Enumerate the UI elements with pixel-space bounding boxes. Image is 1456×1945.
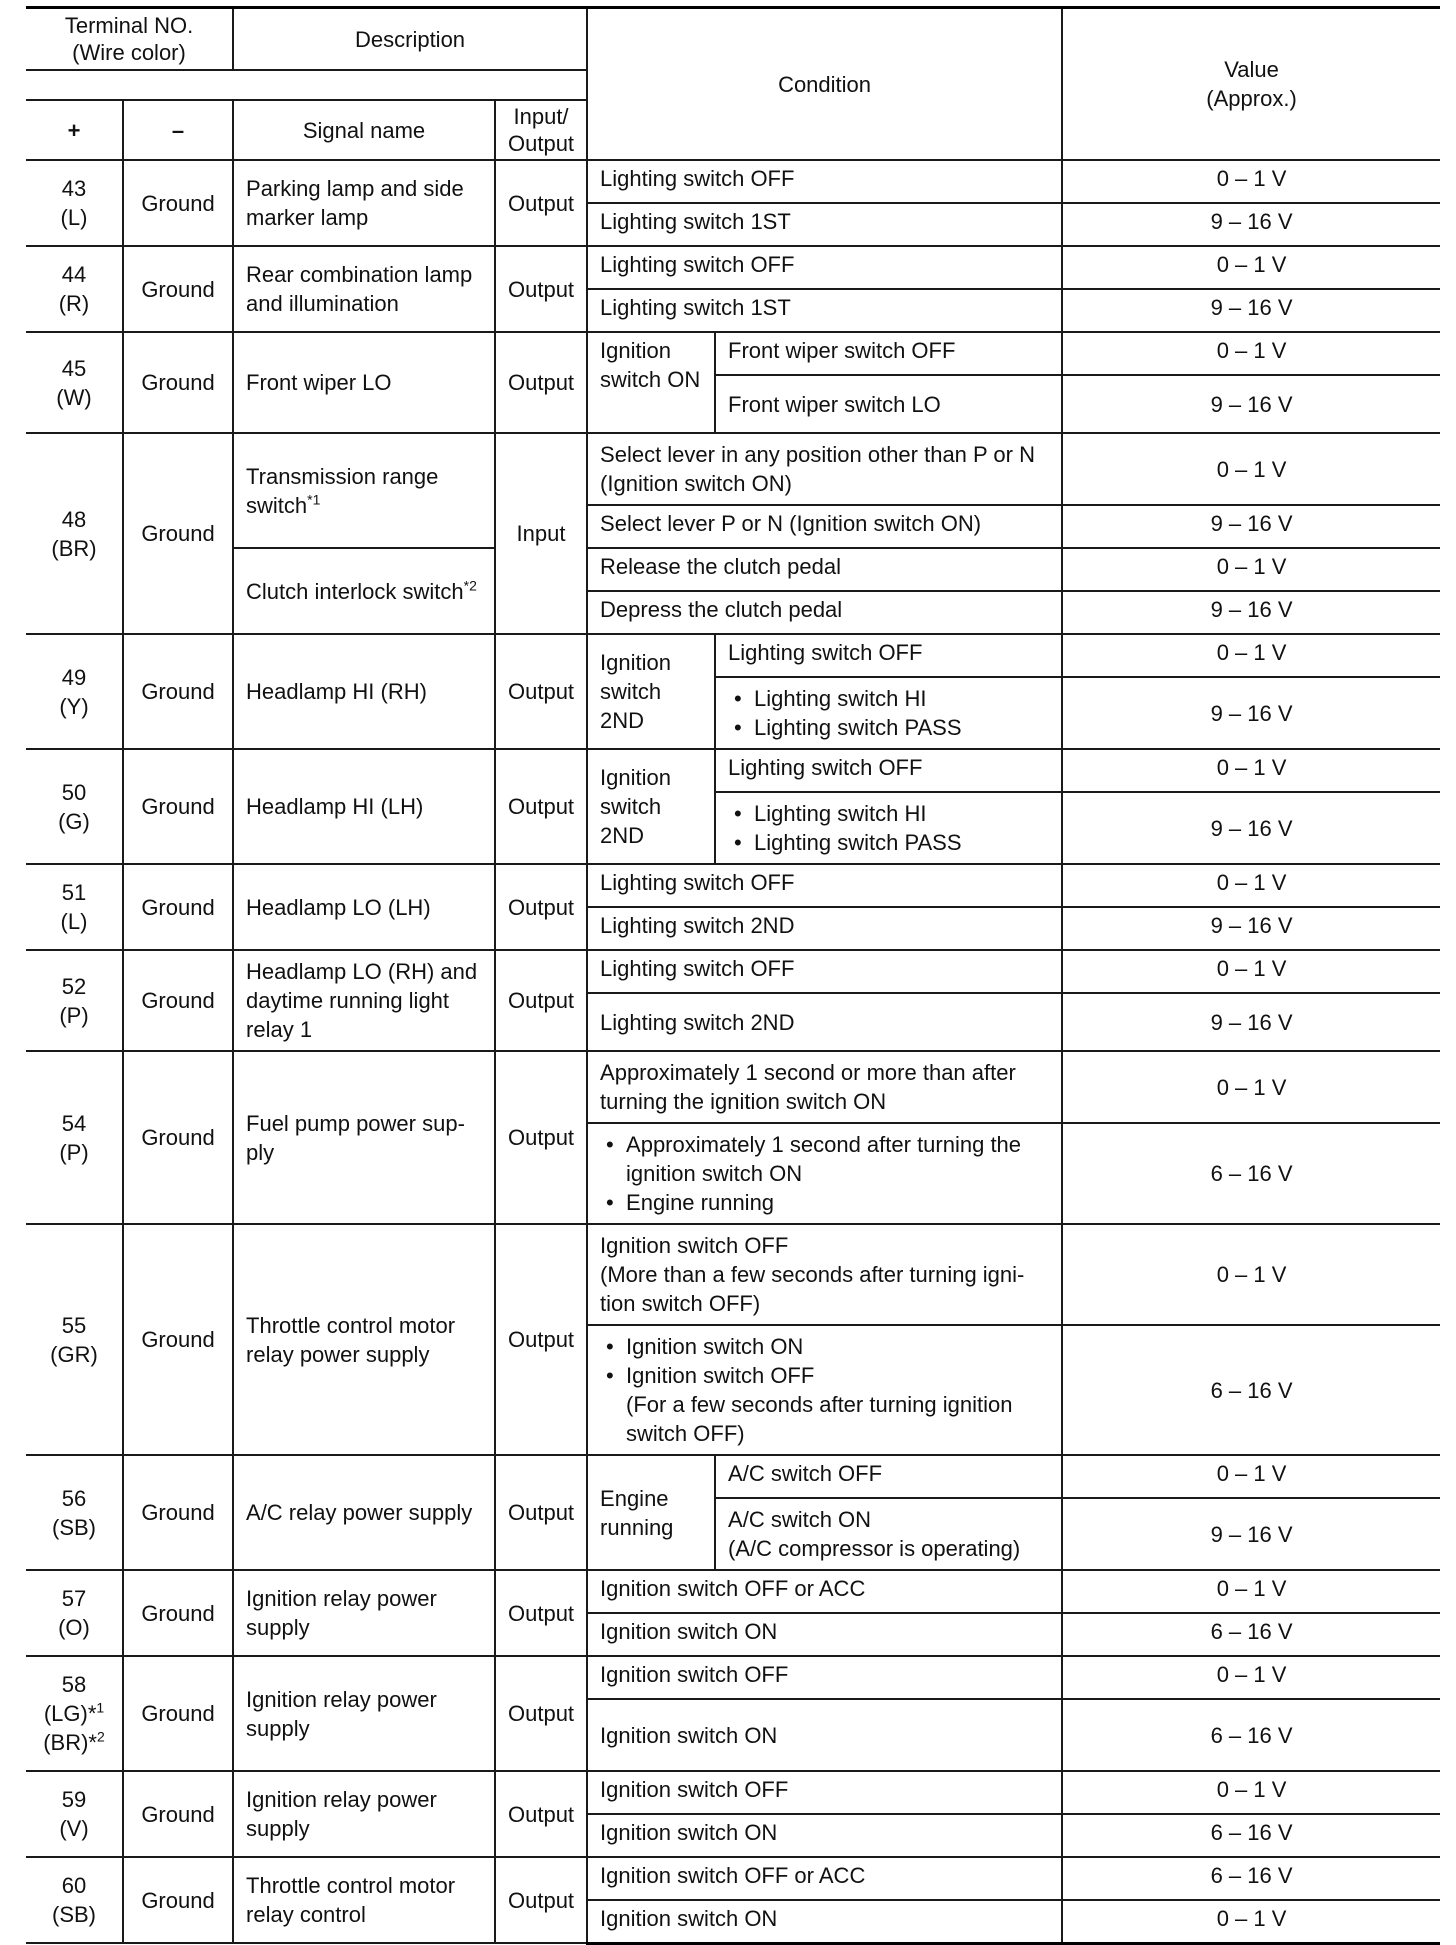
value-cell: 0 – 1 V: [1062, 433, 1440, 505]
ecm-terminal-table: [26, 6, 1440, 1945]
condition-cell: Ignition switch ON: [587, 1814, 1062, 1857]
signal-name-cell: Headlamp HI (RH): [233, 634, 495, 749]
ground-cell: Ground: [123, 749, 233, 864]
footnote-mark: 1: [96, 1699, 105, 1716]
terminal-cell: 60 (SB): [26, 1857, 123, 1943]
list-item: • Lighting switch HI: [728, 684, 1049, 713]
value-cell: 9 – 16 V: [1062, 591, 1440, 634]
value-cell: 0 – 1 V: [1062, 864, 1440, 907]
table-row: [26, 950, 1440, 993]
condition-cell: Select lever in any position other than P or N (Ignition switch ON): [587, 433, 1062, 505]
condition-cell: Approximately 1 second or more than after turning the ignition switch ON: [587, 1051, 1062, 1123]
list-item: • Ignition switch OFF (For a few seconds after turning ignition switch OFF): [600, 1361, 1049, 1448]
value-cell: 9 – 16 V: [1062, 677, 1440, 749]
value-cell: 0 – 1 V: [1062, 1570, 1440, 1613]
value-cell: 6 – 16 V: [1062, 1699, 1440, 1771]
wire-color-1: [30, 1699, 118, 1728]
table-row: [26, 1771, 1440, 1814]
list-item: • Ignition switch ON: [600, 1332, 1049, 1361]
ground-cell: Ground: [123, 1857, 233, 1943]
footnote-mark: *1: [307, 491, 321, 508]
condition-cell: Lighting switch OFF: [715, 749, 1062, 792]
signal-name-cell: Fuel pump power sup- ply: [233, 1051, 495, 1224]
list-item: • Engine running: [600, 1188, 1049, 1217]
signal-name-cell: [233, 548, 495, 634]
condition-cell: Depress the clutch pedal: [587, 591, 1062, 634]
header-plus: +: [26, 100, 123, 160]
table-row: [26, 246, 1440, 289]
value-cell: 9 – 16 V: [1062, 203, 1440, 246]
table-row: [26, 1455, 1440, 1498]
value-cell: 0 – 1 V: [1062, 1771, 1440, 1814]
header-input-output: Input/ Output: [495, 100, 587, 160]
ground-cell: Ground: [123, 332, 233, 433]
io-cell: Output: [495, 634, 587, 749]
ground-cell: Ground: [123, 864, 233, 950]
wire-color-text: (BR)*: [43, 1730, 97, 1755]
io-cell: Output: [495, 1051, 587, 1224]
header-value: Value (Approx.): [1062, 8, 1440, 161]
header-description: Description: [233, 8, 587, 71]
condition-cell: Ignition switch OFF: [587, 1656, 1062, 1699]
ground-cell: Ground: [123, 1656, 233, 1771]
table-row: [26, 1224, 1440, 1325]
condition-cell: Release the clutch pedal: [587, 548, 1062, 591]
value-cell: 0 – 1 V: [1062, 246, 1440, 289]
terminal-cell: 52 (P): [26, 950, 123, 1051]
list-item: • Lighting switch PASS: [728, 828, 1049, 857]
ground-cell: Ground: [123, 1224, 233, 1455]
condition-cell: Lighting switch OFF: [587, 864, 1062, 907]
value-cell: 9 – 16 V: [1062, 375, 1440, 433]
io-cell: Output: [495, 160, 587, 246]
value-cell: 9 – 16 V: [1062, 289, 1440, 332]
bullet-list: [600, 1332, 1049, 1448]
ground-cell: Ground: [123, 1771, 233, 1857]
value-cell: 0 – 1 V: [1062, 634, 1440, 677]
condition-cell: Lighting switch OFF: [587, 950, 1062, 993]
ground-cell: Ground: [123, 246, 233, 332]
signal-name-cell: Parking lamp and side marker lamp: [233, 160, 495, 246]
terminal-table-page: [26, 6, 1440, 1931]
value-cell: 9 – 16 V: [1062, 1498, 1440, 1570]
ground-cell: Ground: [123, 950, 233, 1051]
io-cell: Output: [495, 1857, 587, 1943]
condition-cell: A/C switch OFF: [715, 1455, 1062, 1498]
condition-cell: Lighting switch OFF: [587, 246, 1062, 289]
condition-cell: [587, 1123, 1062, 1224]
value-cell: 6 – 16 V: [1062, 1123, 1440, 1224]
io-cell: Output: [495, 1455, 587, 1570]
ground-cell: Ground: [123, 634, 233, 749]
condition-cell: Ignition switch OFF or ACC: [587, 1857, 1062, 1900]
footnote-mark: *2: [463, 577, 477, 594]
signal-name-cell: Ignition relay power supply: [233, 1771, 495, 1857]
table-row: [26, 634, 1440, 677]
signal-name-cell: Headlamp LO (RH) and daytime running light relay 1: [233, 950, 495, 1051]
io-cell: Output: [495, 246, 587, 332]
terminal-cell: [26, 1656, 123, 1771]
table-row: [26, 864, 1440, 907]
terminal-cell: 54 (P): [26, 1051, 123, 1224]
io-cell: Output: [495, 749, 587, 864]
terminal-cell: 44 (R): [26, 246, 123, 332]
condition-group-cell: Engine running: [587, 1455, 715, 1570]
condition-cell: Lighting switch 1ST: [587, 289, 1062, 332]
condition-group-cell: Ignition switch 2ND: [587, 634, 715, 749]
ground-cell: Ground: [123, 1570, 233, 1656]
terminal-cell: 45 (W): [26, 332, 123, 433]
io-cell: Output: [495, 1771, 587, 1857]
value-cell: 0 – 1 V: [1062, 749, 1440, 792]
value-cell: 0 – 1 V: [1062, 1051, 1440, 1123]
io-cell: Input: [495, 433, 587, 634]
header-terminal-no: Terminal NO. (Wire color): [26, 8, 233, 71]
terminal-cell: 55 (GR): [26, 1224, 123, 1455]
signal-name-cell: Headlamp LO (LH): [233, 864, 495, 950]
signal-name-cell: Headlamp HI (LH): [233, 749, 495, 864]
value-cell: 9 – 16 V: [1062, 792, 1440, 864]
condition-cell: Lighting switch 2ND: [587, 907, 1062, 950]
table-row: [26, 749, 1440, 792]
signal-name-cell: Front wiper LO: [233, 332, 495, 433]
wire-color-2: [30, 1728, 118, 1757]
table-row: [26, 1570, 1440, 1613]
terminal-cell: 43 (L): [26, 160, 123, 246]
condition-cell: Lighting switch OFF: [715, 634, 1062, 677]
value-cell: 6 – 16 V: [1062, 1325, 1440, 1455]
condition-cell: Ignition switch OFF: [587, 1771, 1062, 1814]
condition-cell: Lighting switch OFF: [587, 160, 1062, 203]
condition-group-cell: Ignition switch ON: [587, 332, 715, 433]
list-item: • Lighting switch PASS: [728, 713, 1049, 742]
condition-cell: Ignition switch OFF (More than a few seconds after turning igni- tion switch OFF): [587, 1224, 1062, 1325]
signal-name-cell: Rear combination lamp and illumination: [233, 246, 495, 332]
bullet-list: [728, 684, 1049, 742]
value-cell: 0 – 1 V: [1062, 950, 1440, 993]
value-cell: 9 – 16 V: [1062, 993, 1440, 1051]
footnote-mark: 2: [96, 1728, 105, 1745]
condition-cell: Lighting switch 2ND: [587, 993, 1062, 1051]
signal-name-cell: Throttle control motor relay power supply: [233, 1224, 495, 1455]
value-cell: 6 – 16 V: [1062, 1857, 1440, 1900]
bullet-list: [728, 799, 1049, 857]
list-item: • Lighting switch HI: [728, 799, 1049, 828]
value-cell: 6 – 16 V: [1062, 1814, 1440, 1857]
value-cell: 0 – 1 V: [1062, 1900, 1440, 1943]
table-row: [26, 1656, 1440, 1699]
terminal-cell: 57 (O): [26, 1570, 123, 1656]
table-row: [26, 332, 1440, 375]
value-cell: 0 – 1 V: [1062, 1656, 1440, 1699]
terminal-cell: 50 (G): [26, 749, 123, 864]
condition-cell: Front wiper switch OFF: [715, 332, 1062, 375]
signal-name-cell: [233, 433, 495, 548]
ground-cell: Ground: [123, 433, 233, 634]
terminal-number: 58: [61, 1672, 87, 1697]
signal-name-cell: Throttle control motor relay control: [233, 1857, 495, 1943]
condition-cell: Ignition switch ON: [587, 1699, 1062, 1771]
value-cell: 9 – 16 V: [1062, 505, 1440, 548]
wire-color-text: (LG)*: [43, 1701, 97, 1726]
condition-cell: [715, 677, 1062, 749]
io-cell: Output: [495, 950, 587, 1051]
table-row: [26, 160, 1440, 203]
ground-cell: Ground: [123, 1455, 233, 1570]
condition-cell: Select lever P or N (Ignition switch ON): [587, 505, 1062, 548]
value-cell: 0 – 1 V: [1062, 1455, 1440, 1498]
io-cell: Output: [495, 1224, 587, 1455]
ground-cell: Ground: [123, 160, 233, 246]
io-cell: Output: [495, 1570, 587, 1656]
io-cell: Output: [495, 864, 587, 950]
table-row: [26, 1857, 1440, 1900]
signal-name-cell: A/C relay power supply: [233, 1455, 495, 1570]
condition-cell: Front wiper switch LO: [715, 375, 1062, 433]
value-cell: 0 – 1 V: [1062, 160, 1440, 203]
condition-cell: [587, 1325, 1062, 1455]
terminal-cell: 59 (V): [26, 1771, 123, 1857]
value-cell: 0 – 1 V: [1062, 1224, 1440, 1325]
terminal-cell: 56 (SB): [26, 1455, 123, 1570]
condition-cell: [715, 792, 1062, 864]
condition-cell: Ignition switch ON: [587, 1613, 1062, 1656]
terminal-cell: 49 (Y): [26, 634, 123, 749]
header-condition: Condition: [587, 8, 1062, 161]
table-row: [26, 433, 1440, 505]
condition-cell: A/C switch ON (A/C compressor is operating): [715, 1498, 1062, 1570]
signal-name-cell: Ignition relay power supply: [233, 1656, 495, 1771]
signal-name-text: Clutch interlock switch: [246, 578, 464, 604]
bullet-list: [600, 1130, 1049, 1217]
terminal-cell: 51 (L): [26, 864, 123, 950]
condition-cell: Ignition switch ON: [587, 1900, 1062, 1943]
ground-cell: Ground: [123, 1051, 233, 1224]
terminal-cell: 48 (BR): [26, 433, 123, 634]
condition-group-cell: Ignition switch 2ND: [587, 749, 715, 864]
condition-cell: Lighting switch 1ST: [587, 203, 1062, 246]
header-signal-name: Signal name: [233, 100, 495, 160]
list-item: • Approximately 1 second after turning the ignition switch ON: [600, 1130, 1049, 1188]
value-cell: 0 – 1 V: [1062, 548, 1440, 591]
signal-name-text: Transmission range switch: [246, 463, 439, 518]
value-cell: 9 – 16 V: [1062, 907, 1440, 950]
condition-cell: Ignition switch OFF or ACC: [587, 1570, 1062, 1613]
header-minus: –: [123, 100, 233, 160]
io-cell: Output: [495, 1656, 587, 1771]
io-cell: Output: [495, 332, 587, 433]
signal-name-cell: Ignition relay power supply: [233, 1570, 495, 1656]
table-row: [26, 1051, 1440, 1123]
value-cell: 0 – 1 V: [1062, 332, 1440, 375]
value-cell: 6 – 16 V: [1062, 1613, 1440, 1656]
